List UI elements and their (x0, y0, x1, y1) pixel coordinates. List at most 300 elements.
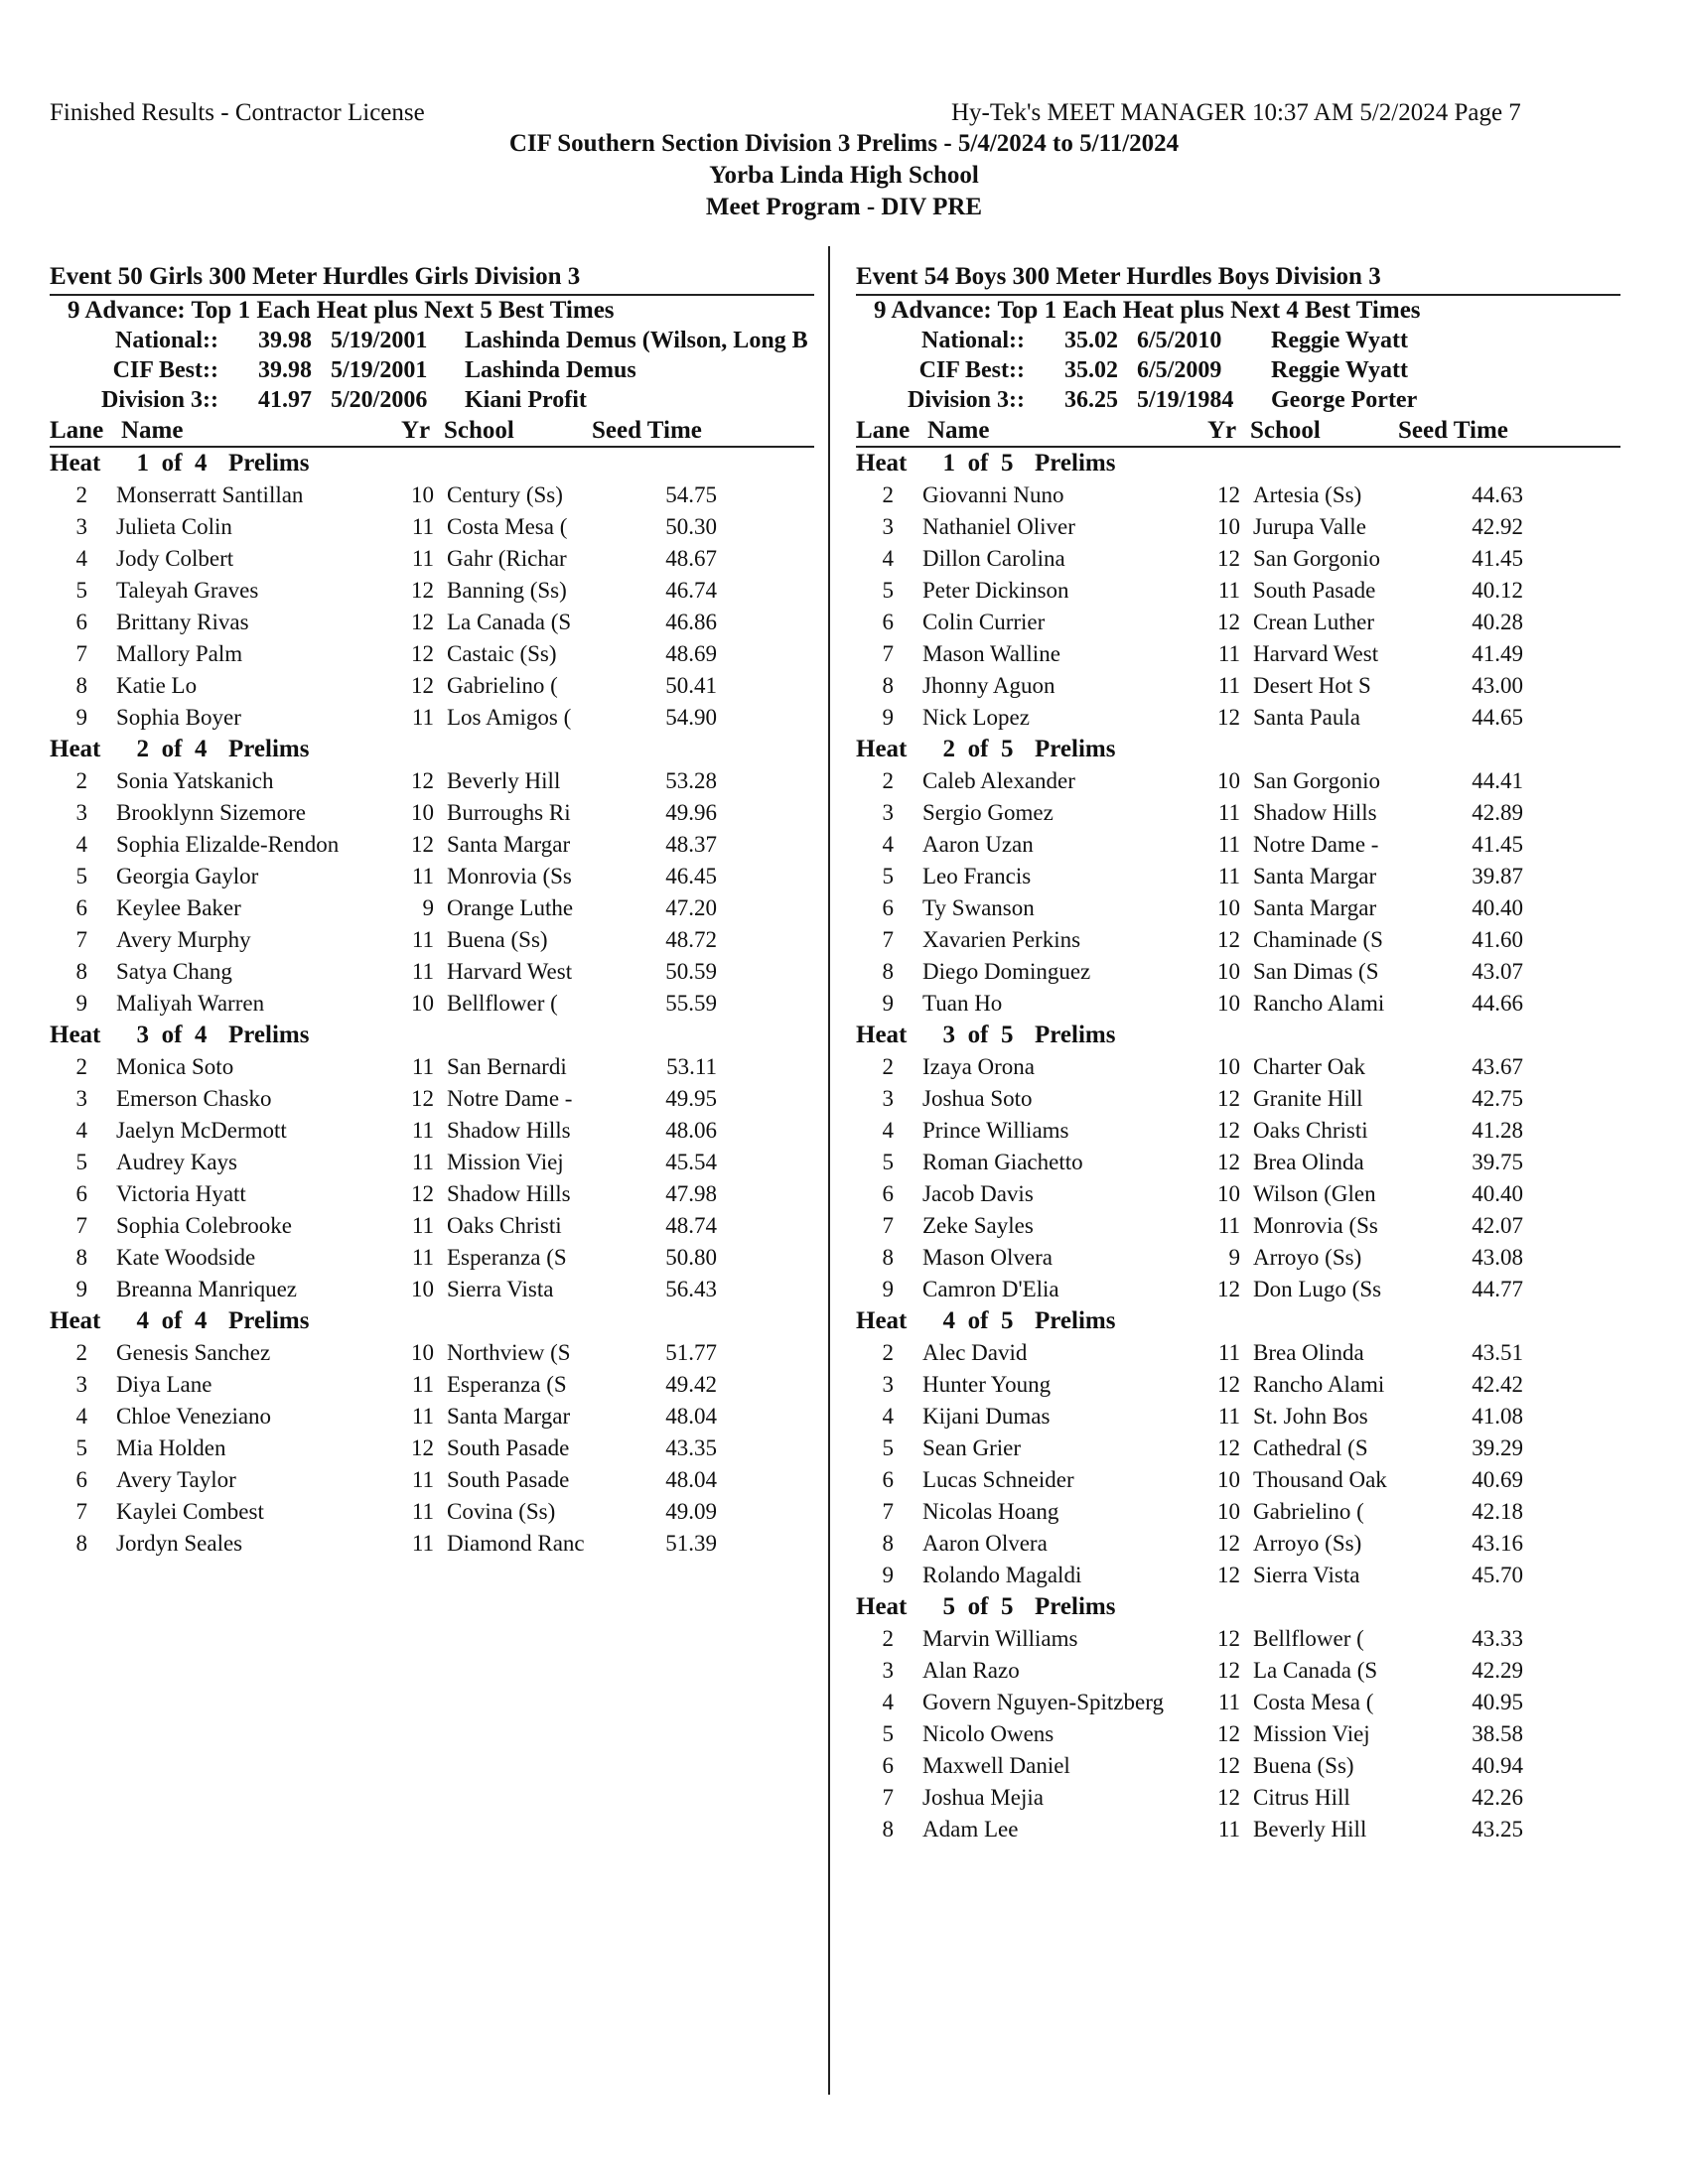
entry-row (856, 1051, 1620, 1083)
entry-seed-time: 48.37 (665, 832, 717, 857)
entry-row (856, 1433, 1620, 1464)
entry-row (50, 1242, 814, 1274)
heat-type: Prelims (1035, 1593, 1116, 1620)
entry-seed-time: 42.42 (1472, 1372, 1523, 1397)
entry-name: Dillon Carolina (922, 546, 1065, 571)
entry-school: Esperanza (S (447, 1372, 567, 1397)
entry-name: Adam Lee (922, 1817, 1019, 1842)
advance-rule: 9 Advance: Top 1 Each Heat plus Next 5 Best Times (68, 297, 615, 324)
entry-row (856, 1401, 1620, 1433)
entry-year: 12 (1217, 1563, 1240, 1587)
entry-lane: 7 (75, 1213, 87, 1238)
entry-lane: 8 (882, 673, 894, 698)
entry-lane: 5 (75, 864, 87, 888)
entry-row (856, 797, 1620, 829)
entry-name: Satya Chang (116, 959, 232, 984)
entry-school: Thousand Oak (1253, 1467, 1387, 1492)
entry-name: Mason Olvera (922, 1245, 1053, 1270)
entry-school: Santa Margar (1253, 864, 1377, 888)
record-date: 5/19/1984 (1137, 387, 1234, 413)
entry-row (50, 797, 814, 829)
entry-year: 11 (411, 1467, 434, 1492)
entry-lane: 8 (75, 1245, 87, 1270)
entry-year: 12 (1217, 1721, 1240, 1746)
entry-school: South Pasade (1253, 578, 1376, 603)
entry-row (50, 861, 814, 892)
entry-school: Diamond Ranc (447, 1531, 585, 1556)
entry-lane: 7 (75, 641, 87, 666)
heat-type: Prelims (1035, 450, 1116, 477)
entry-seed-time: 42.92 (1472, 514, 1523, 539)
record-label: Division 3:: (100, 387, 218, 413)
entry-school: St. John Bos (1253, 1404, 1368, 1429)
entry-school: Granite Hill (1253, 1086, 1363, 1111)
entry-lane: 2 (882, 1340, 894, 1365)
record-row (50, 355, 814, 385)
entry-row (50, 670, 814, 702)
program-title: Meet Program - DIV PRE (705, 194, 983, 220)
entry-seed-time: 42.29 (1472, 1658, 1523, 1683)
entry-name: Colin Currier (922, 610, 1046, 634)
entry-lane: 7 (882, 927, 894, 952)
heat-word: Heat (856, 1307, 908, 1334)
heat-title (50, 1305, 814, 1337)
entry-name: Zeke Sayles (922, 1213, 1034, 1238)
record-date: 6/5/2010 (1137, 328, 1222, 353)
entry-seed-time: 46.45 (665, 864, 717, 888)
heat-total: 4 (195, 1307, 208, 1334)
heat-word: Heat (856, 450, 908, 477)
entry-name: Joshua Mejia (922, 1785, 1045, 1810)
record-row (50, 385, 814, 415)
entry-row (50, 479, 814, 511)
meet-title: CIF Southern Section Division 3 Prelims - 5/4/2024 to 5/11/2024 (508, 130, 1180, 157)
entry-school: Santa Margar (447, 1404, 571, 1429)
heat-total: 4 (195, 736, 208, 762)
heat-number: 1 (136, 450, 149, 477)
entry-school: Los Amigos ( (447, 705, 572, 730)
entry-lane: 9 (882, 1277, 894, 1301)
entry-name: Katie Lo (116, 673, 198, 698)
entry-school: Beverly Hill (447, 768, 561, 793)
heat-number: 5 (942, 1593, 955, 1620)
entry-row (856, 1464, 1620, 1496)
entry-school: Costa Mesa ( (1253, 1690, 1374, 1714)
entry-row (856, 956, 1620, 988)
entry-name: Giovanni Nuno (922, 482, 1064, 507)
entry-row (50, 607, 814, 638)
entry-row (50, 1464, 814, 1496)
entry-seed-time: 46.74 (665, 578, 717, 603)
entry-row (856, 1242, 1620, 1274)
entry-name: Alec David (922, 1340, 1028, 1365)
entry-name: Monserratt Santillan (116, 482, 304, 507)
entry-seed-time: 43.00 (1472, 673, 1523, 698)
entry-seed-time: 39.29 (1472, 1435, 1523, 1460)
heat-title (856, 448, 1620, 479)
entry-year: 12 (1217, 927, 1240, 952)
entry-name: Chloe Veneziano (116, 1404, 272, 1429)
entry-name: Keylee Baker (116, 895, 241, 920)
entry-school: Bellflower ( (447, 991, 558, 1016)
entry-seed-time: 50.59 (665, 959, 717, 984)
entry-row (856, 765, 1620, 797)
entry-year: 12 (1217, 1658, 1240, 1683)
entry-row (50, 829, 814, 861)
entry-row (856, 1115, 1620, 1147)
entry-seed-time: 54.75 (665, 482, 717, 507)
entry-row (856, 638, 1620, 670)
entry-seed-time: 50.41 (665, 673, 717, 698)
entry-seed-time: 48.04 (665, 1404, 717, 1429)
entry-lane: 2 (75, 1340, 87, 1365)
heat-of: of (161, 1307, 183, 1334)
entry-row (50, 511, 814, 543)
heat-number: 4 (942, 1307, 955, 1334)
entry-year: 11 (1217, 1817, 1240, 1842)
entry-school: Beverly Hill (1253, 1817, 1367, 1842)
record-time: 41.97 (258, 387, 312, 413)
entry-year: 12 (1217, 1785, 1240, 1810)
record-row (856, 326, 1620, 355)
record-time: 39.98 (258, 357, 312, 383)
entry-year: 11 (411, 514, 434, 539)
entry-name: Brittany Rivas (116, 610, 249, 634)
entry-name: Avery Taylor (116, 1467, 236, 1492)
record-date: 5/19/2001 (331, 357, 428, 383)
entry-year: 11 (411, 959, 434, 984)
entry-seed-time: 44.63 (1472, 482, 1523, 507)
entry-lane: 5 (882, 864, 894, 888)
heat-number: 2 (136, 736, 149, 762)
entry-year: 9 (422, 895, 434, 920)
entry-school: San Gorgonio (1253, 768, 1380, 793)
entry-year: 10 (1217, 1467, 1240, 1492)
entry-lane: 8 (882, 1531, 894, 1556)
entry-seed-time: 56.43 (665, 1277, 717, 1301)
entry-year: 10 (1217, 768, 1240, 793)
entry-row (50, 1528, 814, 1560)
entry-year: 10 (411, 991, 434, 1016)
entry-year: 12 (1217, 546, 1240, 571)
heat-word: Heat (856, 736, 908, 762)
entry-row (856, 1210, 1620, 1242)
entry-year: 11 (411, 927, 434, 952)
entry-name: Georgia Gaylor (116, 864, 259, 888)
entry-name: Kijani Dumas (922, 1404, 1051, 1429)
entry-seed-time: 48.06 (665, 1118, 717, 1143)
entry-row (856, 1750, 1620, 1782)
entry-year: 12 (1217, 1435, 1240, 1460)
entry-lane: 8 (882, 1245, 894, 1270)
entry-seed-time: 42.18 (1472, 1499, 1523, 1524)
entry-seed-time: 40.40 (1472, 895, 1523, 920)
entry-school: Oaks Christi (1253, 1118, 1368, 1143)
entry-row (50, 1083, 814, 1115)
entry-lane: 3 (75, 1372, 87, 1397)
heat-title (50, 1020, 814, 1051)
heat-title (856, 1305, 1620, 1337)
entry-seed-time: 40.69 (1472, 1467, 1523, 1492)
entry-lane: 6 (882, 1181, 894, 1206)
entry-school: Shadow Hills (1253, 800, 1377, 825)
entry-seed-time: 44.77 (1472, 1277, 1523, 1301)
heat-total: 5 (1001, 1593, 1014, 1620)
entry-name: Sophia Boyer (116, 705, 241, 730)
heat-total: 5 (1001, 1307, 1014, 1334)
entry-lane: 3 (882, 800, 894, 825)
entry-school: La Canada (S (447, 610, 572, 634)
entry-seed-time: 48.72 (665, 927, 717, 952)
entry-seed-time: 50.30 (665, 514, 717, 539)
entry-school: Sierra Vista (1253, 1563, 1360, 1587)
column-headers (50, 415, 814, 446)
entry-seed-time: 40.95 (1472, 1690, 1523, 1714)
heat-word: Heat (50, 736, 101, 762)
entry-name: Izaya Orona (922, 1054, 1036, 1079)
entry-row (856, 829, 1620, 861)
entry-year: 12 (1217, 482, 1240, 507)
entry-name: Marvin Williams (922, 1626, 1078, 1651)
entry-name: Nicolo Owens (922, 1721, 1055, 1746)
record-date: 5/20/2006 (331, 387, 428, 413)
entry-year: 11 (1217, 578, 1240, 603)
entry-row (856, 1718, 1620, 1750)
entry-year: 12 (411, 1086, 434, 1111)
entry-lane: 5 (75, 578, 87, 603)
header-seed-time: Seed Time (592, 417, 702, 444)
entry-seed-time: 51.39 (665, 1531, 717, 1556)
entry-seed-time: 41.08 (1472, 1404, 1523, 1429)
entry-year: 11 (411, 1054, 434, 1079)
entry-lane: 4 (882, 546, 894, 571)
entry-school: Mission Viej (1253, 1721, 1370, 1746)
entry-name: Genesis Sanchez (116, 1340, 271, 1365)
entry-year: 12 (1217, 705, 1240, 730)
entry-row (50, 1369, 814, 1401)
header-name: Name (927, 417, 990, 444)
entry-row (50, 1147, 814, 1178)
entry-name: Brooklynn Sizemore (116, 800, 306, 825)
record-label: National:: (115, 328, 218, 353)
entry-row (856, 1528, 1620, 1560)
entry-lane: 9 (75, 1277, 87, 1301)
entry-year: 10 (1217, 991, 1240, 1016)
heat-total: 4 (195, 450, 208, 477)
entry-seed-time: 41.28 (1472, 1118, 1523, 1143)
entry-name: Kate Woodside (116, 1245, 256, 1270)
entry-school: South Pasade (447, 1467, 570, 1492)
entry-school: San Dimas (S (1253, 959, 1379, 984)
entry-name: Roman Giachetto (922, 1150, 1083, 1174)
entry-lane: 3 (75, 514, 87, 539)
heat-type: Prelims (228, 450, 310, 477)
entry-year: 11 (1217, 800, 1240, 825)
entry-lane: 4 (75, 1404, 87, 1429)
entry-year: 11 (411, 546, 434, 571)
entry-school: Desert Hot S (1253, 673, 1371, 698)
entry-lane: 7 (882, 1785, 894, 1810)
entry-year: 12 (411, 578, 434, 603)
entry-seed-time: 43.51 (1472, 1340, 1523, 1365)
entry-row (856, 892, 1620, 924)
heat-of: of (161, 736, 183, 762)
entry-seed-time: 50.80 (665, 1245, 717, 1270)
entry-name: Mia Holden (116, 1435, 226, 1460)
entry-name: Mason Walline (922, 641, 1060, 666)
entry-row (856, 1655, 1620, 1687)
entry-name: Sean Grier (922, 1435, 1021, 1460)
entry-lane: 4 (75, 1118, 87, 1143)
heat-word: Heat (856, 1593, 908, 1620)
heat-total: 5 (1001, 450, 1014, 477)
entry-year: 10 (411, 1277, 434, 1301)
venue-title: Yorba Linda High School (709, 162, 979, 189)
software-timestamp: Hy-Tek's MEET MANAGER 10:37 AM 5/2/2024 Page 7 (951, 99, 1521, 126)
entry-lane: 8 (75, 673, 87, 698)
entry-seed-time: 48.69 (665, 641, 717, 666)
entry-year: 11 (411, 1499, 434, 1524)
entry-school: Wilson (Glen (1253, 1181, 1376, 1206)
entry-year: 11 (411, 1404, 434, 1429)
column-headers (856, 415, 1620, 446)
record-holder: Reggie Wyatt (1271, 328, 1408, 353)
entry-lane: 6 (75, 895, 87, 920)
entry-name: Xavarien Perkins (922, 927, 1081, 952)
record-date: 5/19/2001 (331, 328, 428, 353)
entry-row (50, 702, 814, 734)
record-row (856, 385, 1620, 415)
entry-name: Breanna Manriquez (116, 1277, 298, 1301)
entry-seed-time: 40.28 (1472, 610, 1523, 634)
heat-word: Heat (856, 1022, 908, 1048)
entry-row (856, 1687, 1620, 1718)
entry-year: 10 (1217, 1054, 1240, 1079)
entry-school: Brea Olinda (1253, 1150, 1364, 1174)
entry-year: 11 (411, 864, 434, 888)
entry-year: 12 (1217, 1372, 1240, 1397)
entry-row (856, 1178, 1620, 1210)
entry-row (50, 1178, 814, 1210)
entry-name: Alan Razo (922, 1658, 1020, 1683)
entry-lane: 6 (882, 1753, 894, 1778)
entry-lane: 6 (882, 895, 894, 920)
entry-row (856, 702, 1620, 734)
entry-school: Don Lugo (Ss (1253, 1277, 1382, 1301)
heat-of: of (967, 736, 989, 762)
entry-lane: 6 (882, 1467, 894, 1492)
record-row (50, 326, 814, 355)
entry-seed-time: 49.95 (665, 1086, 717, 1111)
entry-lane: 8 (75, 1531, 87, 1556)
entry-name: Ty Swanson (922, 895, 1035, 920)
entry-year: 12 (1217, 1626, 1240, 1651)
entry-year: 11 (411, 1245, 434, 1270)
entry-year: 10 (1217, 514, 1240, 539)
entry-seed-time: 39.75 (1472, 1150, 1523, 1174)
entry-school: San Bernardi (447, 1054, 567, 1079)
entry-seed-time: 49.42 (665, 1372, 717, 1397)
entry-seed-time: 47.20 (665, 895, 717, 920)
entry-school: Rancho Alami (1253, 991, 1385, 1016)
entry-row (856, 670, 1620, 702)
heat-of: of (967, 1022, 989, 1048)
entry-year: 12 (1217, 1086, 1240, 1111)
entry-name: Emerson Chasko (116, 1086, 272, 1111)
entry-lane: 6 (882, 610, 894, 634)
entry-seed-time: 43.16 (1472, 1531, 1523, 1556)
entry-lane: 7 (882, 641, 894, 666)
entry-year: 12 (1217, 1753, 1240, 1778)
entry-school: Castaic (Ss) (447, 641, 557, 666)
entry-seed-time: 43.08 (1472, 1245, 1523, 1270)
entry-name: Hunter Young (922, 1372, 1052, 1397)
entry-year: 11 (411, 1531, 434, 1556)
entry-lane: 4 (882, 1404, 894, 1429)
entry-lane: 3 (882, 514, 894, 539)
entry-row (50, 1274, 814, 1305)
entry-row (50, 1433, 814, 1464)
entry-seed-time: 41.45 (1472, 832, 1523, 857)
entry-row (856, 1623, 1620, 1655)
entry-name: Maliyah Warren (116, 991, 265, 1016)
entry-year: 12 (411, 768, 434, 793)
entry-row (856, 575, 1620, 607)
entry-year: 11 (1217, 1690, 1240, 1714)
entry-lane: 8 (882, 1817, 894, 1842)
record-holder: George Porter (1271, 387, 1418, 413)
entry-name: Monica Soto (116, 1054, 234, 1079)
heat-title (50, 734, 814, 765)
entry-lane: 7 (882, 1213, 894, 1238)
entry-row (50, 1051, 814, 1083)
entry-year: 11 (1217, 641, 1240, 666)
entry-seed-time: 55.59 (665, 991, 717, 1016)
entry-lane: 5 (882, 1435, 894, 1460)
heat-type: Prelims (228, 1307, 310, 1334)
entry-school: Santa Paula (1253, 705, 1360, 730)
heat-of: of (161, 450, 183, 477)
entry-year: 10 (1217, 895, 1240, 920)
entry-name: Nick Lopez (922, 705, 1030, 730)
entry-school: Shadow Hills (447, 1118, 571, 1143)
heat-title (856, 734, 1620, 765)
entry-name: Sergio Gomez (922, 800, 1054, 825)
entry-year: 11 (411, 1213, 434, 1238)
entry-seed-time: 43.35 (665, 1435, 717, 1460)
entry-lane: 9 (75, 991, 87, 1016)
entry-seed-time: 41.60 (1472, 927, 1523, 952)
entry-seed-time: 38.58 (1472, 1721, 1523, 1746)
entry-seed-time: 45.54 (665, 1150, 717, 1174)
record-label: CIF Best:: (112, 357, 218, 383)
entry-school: Jurupa Valle (1253, 514, 1366, 539)
entry-school: Costa Mesa ( (447, 514, 568, 539)
entry-school: Gabrielino ( (447, 673, 558, 698)
entry-row (50, 988, 814, 1020)
entry-year: 12 (1217, 1531, 1240, 1556)
entry-year: 12 (411, 641, 434, 666)
entry-seed-time: 44.41 (1472, 768, 1523, 793)
entry-seed-time: 48.67 (665, 546, 717, 571)
heat-number: 3 (942, 1022, 955, 1048)
entry-seed-time: 43.25 (1472, 1817, 1523, 1842)
entry-name: Jordyn Seales (116, 1531, 243, 1556)
record-label: Division 3:: (907, 387, 1025, 413)
heat-title (50, 448, 814, 479)
entry-school: Mission Viej (447, 1150, 564, 1174)
entry-seed-time: 41.49 (1472, 641, 1523, 666)
